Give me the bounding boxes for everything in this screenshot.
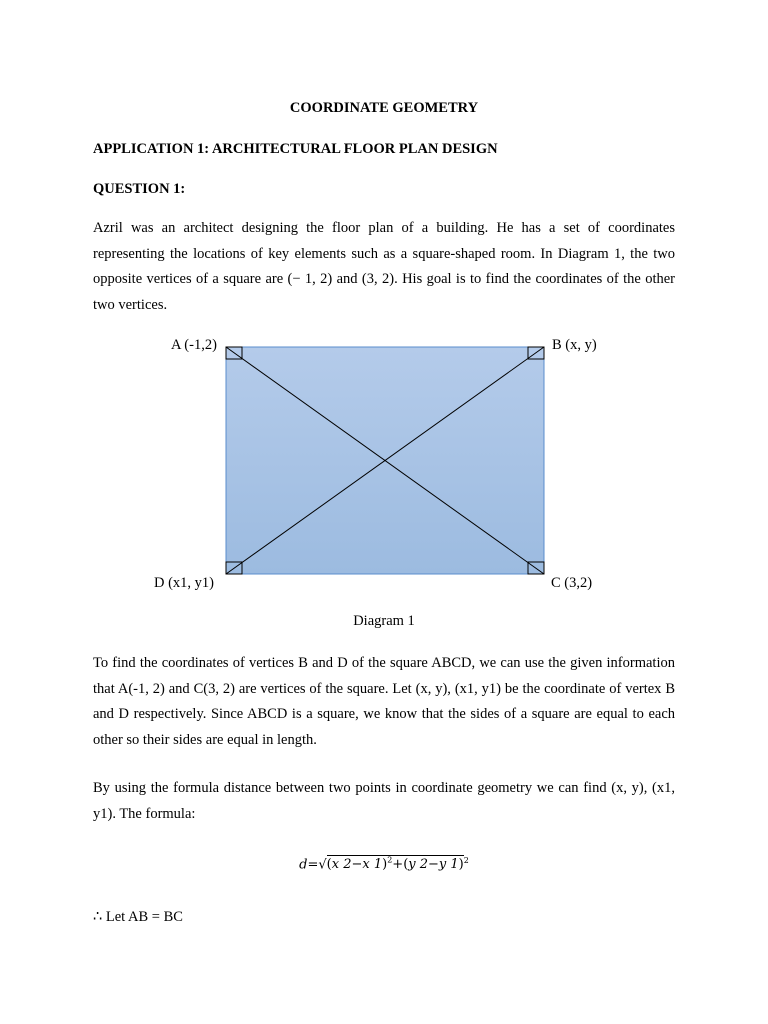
formula-lhs: d [299, 857, 308, 873]
intro-paragraph: Azril was an architect designing the floor plan of a building. He has a set of coordinates representing the locations of key elements such as a square-shaped room. In Diagram 1, the two opposite vertices of a square are (− 1, 2) and (3, 2). His goal is to find the coordinates of the other two vertices. [93, 220, 675, 313]
formula-radicand: (x 2−x 1)$^2$+(y 2−y 1) [326, 856, 464, 873]
vertex-label-c: C (3,2) [551, 575, 593, 591]
formula-intro-paragraph: By using the formula distance between two points in coordinate geometry we can find (x, y), (x1, y1). The formula: [93, 780, 675, 822]
formula-exp2: 2 [463, 856, 469, 865]
square-diagram [93, 0, 675, 600]
vertex-label-a: A (-1,2) [171, 337, 217, 353]
diagram-caption: Diagram 1 [353, 613, 415, 629]
vertex-label-b: B (x, y) [552, 337, 597, 353]
question-heading: QUESTION 1: [93, 181, 186, 197]
therefore-line: ∴ Let AB = BC [93, 909, 183, 925]
formula-plus: + [392, 857, 404, 873]
application-heading: APPLICATION 1: ARCHITECTURAL FLOOR PLAN DESIGN [93, 141, 498, 157]
formula-radical: √ [318, 857, 327, 873]
formula-equals: = [307, 857, 319, 873]
page-title: COORDINATE GEOMETRY [289, 100, 479, 116]
vertex-label-d: D (x1, y1) [154, 575, 215, 591]
formula-exp1: 2 [387, 856, 393, 865]
formula-term2: y 2−y 1 [408, 857, 459, 873]
method-paragraph: To find the coordinates of vertices B and D of the square ABCD, we can use the given information that A(-1, 2) and C(3, 2) are vertices of the square. Let (x, y), (x1, y1) be the coordinate of vertex B and D respectively. Since ABCD is a square, we know that the sides of a square are equal to each other so their sides are equal in length. [93, 655, 675, 748]
distance-formula [93, 856, 675, 872]
formula-term1: x 2−x 1 [331, 857, 383, 873]
